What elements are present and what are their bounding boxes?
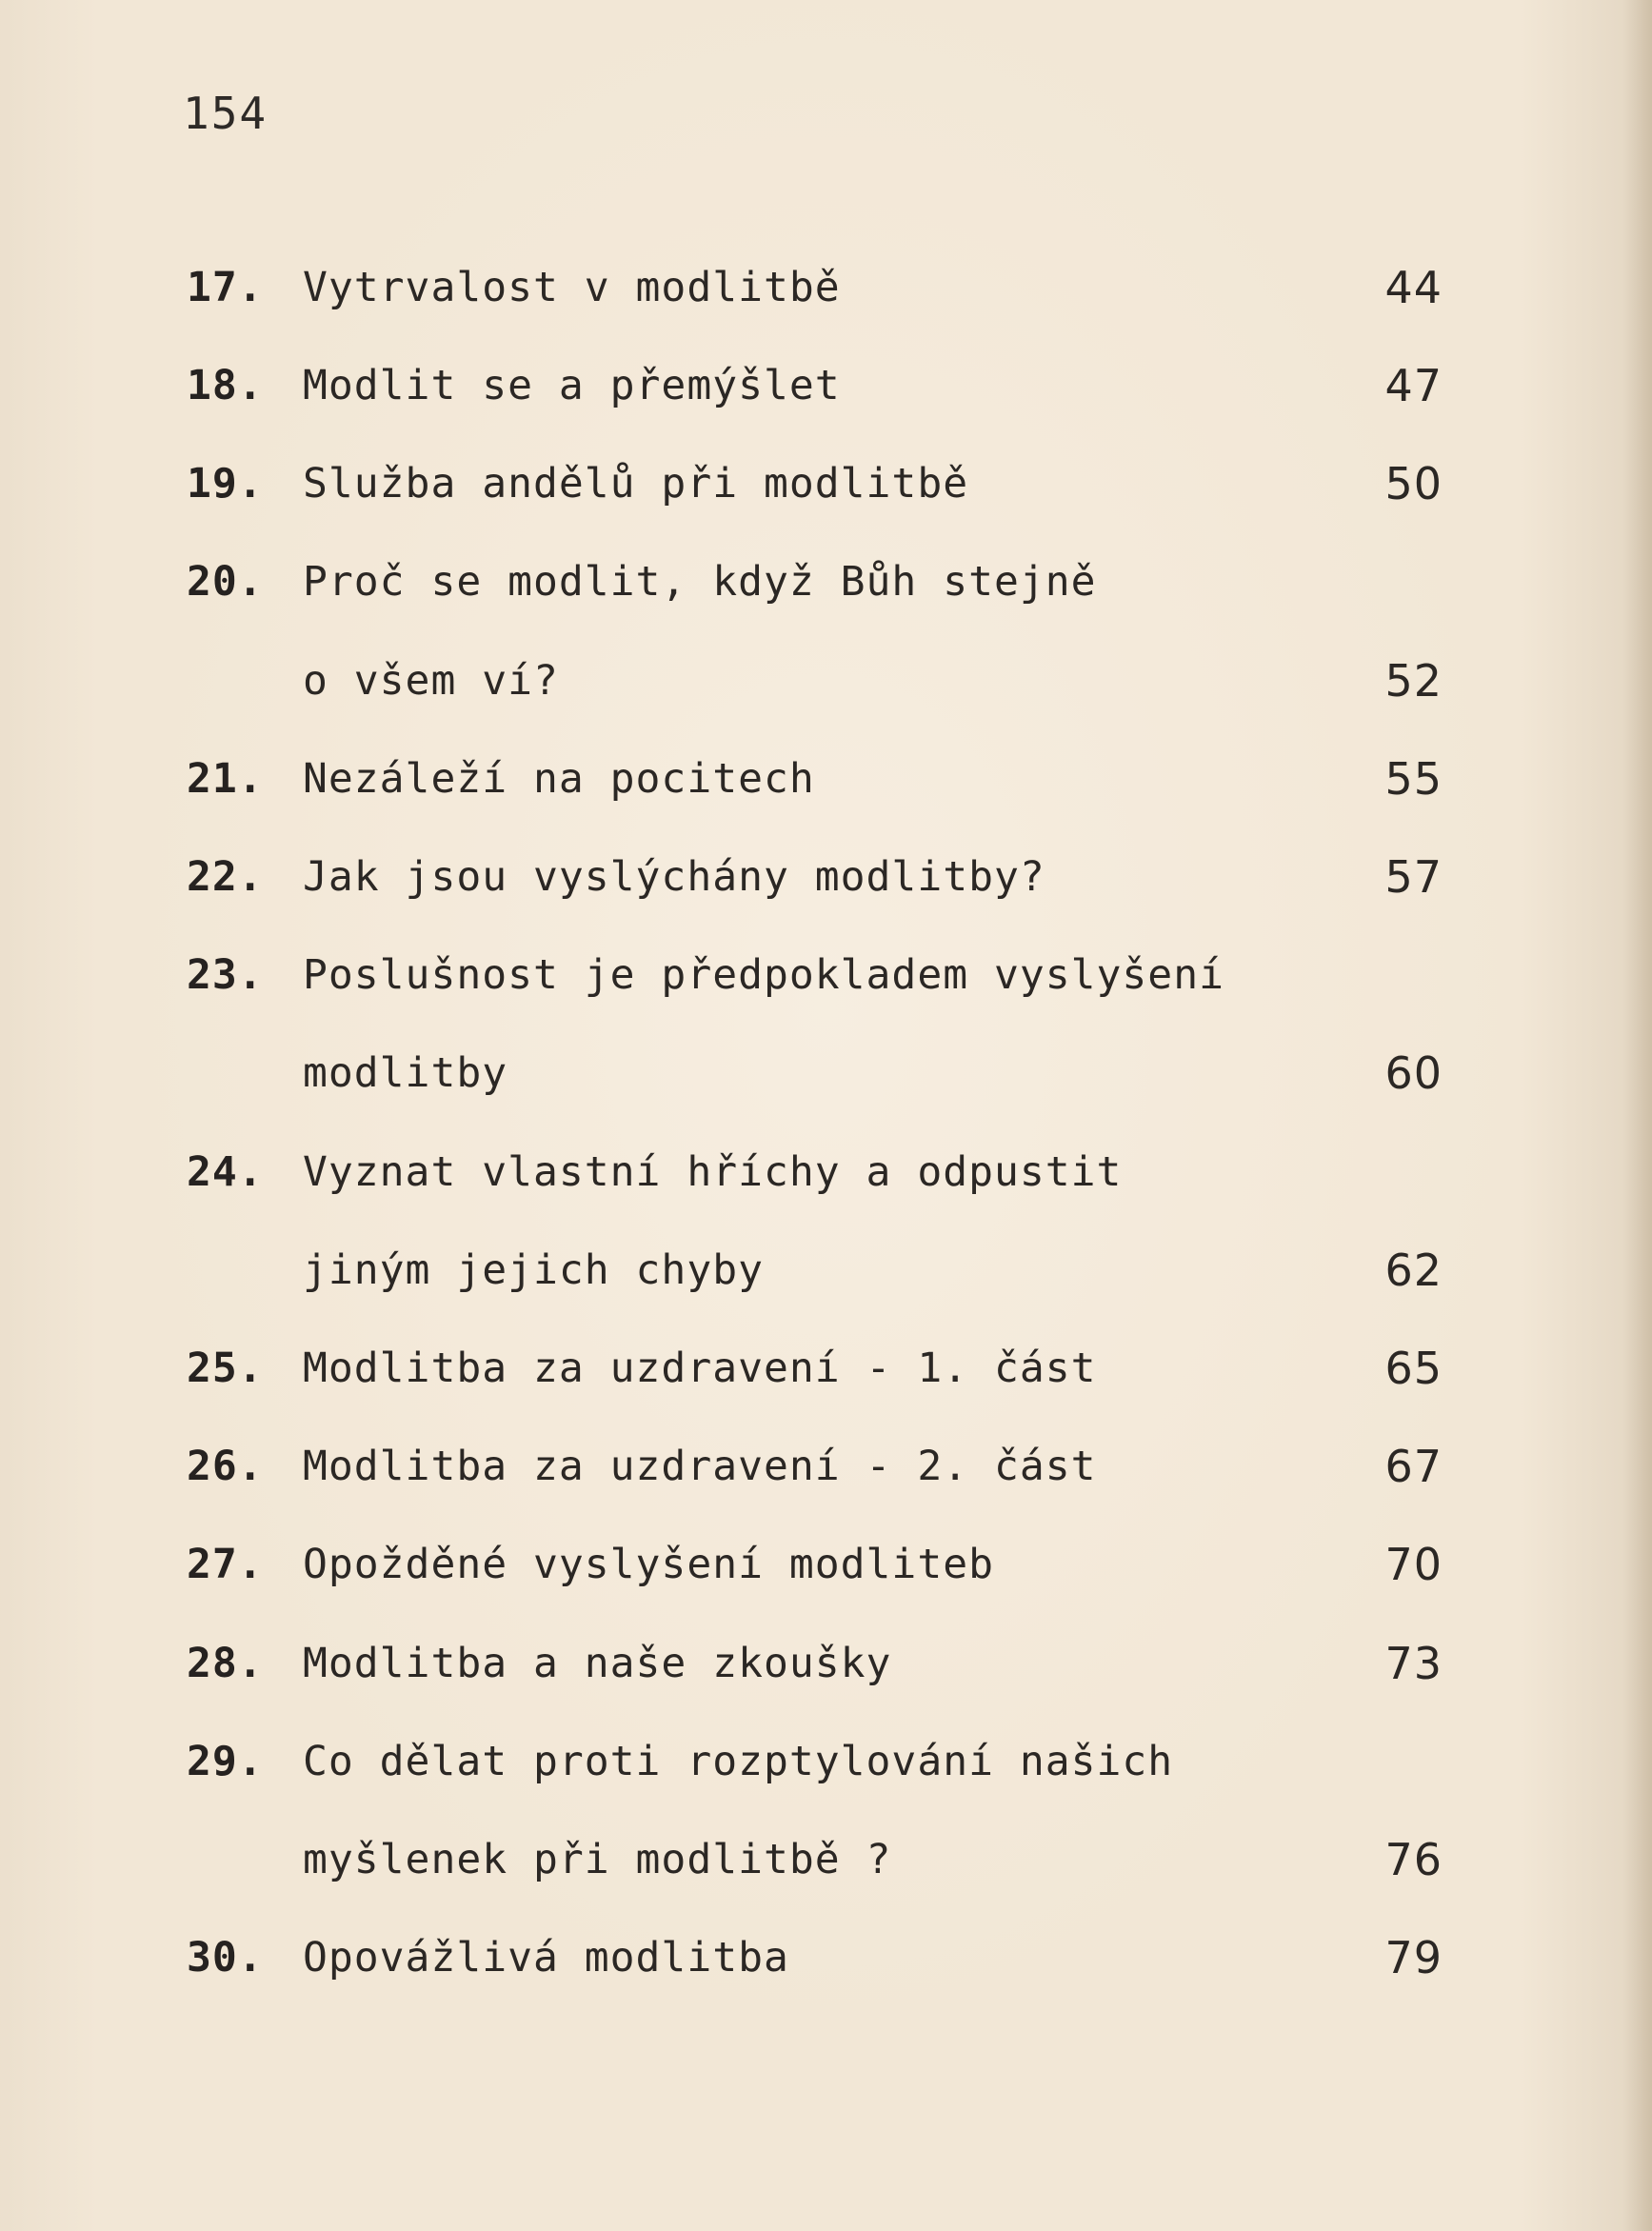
toc-entry [0,1733,1652,1790]
toc-entry [0,848,1652,906]
toc-entry-title: Modlitba za uzdravení - 2. část [303,1443,1097,1490]
toc-entry-title: modlitby [303,1049,508,1097]
toc-entry-number: 19. [187,460,264,508]
toc-entry [0,455,1652,512]
toc-entry [0,1438,1652,1495]
toc-entry-title: Služba andělů při modlitbě [303,460,969,508]
toc-entry-number: 18. [187,362,264,409]
toc-entry [0,1929,1652,1986]
toc-entry-title: Poslušnost je předpokladem vyslyšení [303,951,1224,999]
toc-entry-number: 26. [187,1443,264,1490]
toc-entry-title: Co dělat proti rozptylování našich [303,1738,1174,1785]
page-number: 154 [183,88,269,139]
toc-entry [0,1340,1652,1397]
toc-entry-number: 20. [187,558,264,606]
toc-entry-title: Opovážlivá modlitba [303,1934,789,1982]
toc-entry-title: Nezáleží na pocitech [303,755,815,803]
toc-entry-number: 22. [187,853,264,901]
toc-entry-number: 28. [187,1640,264,1687]
toc-entry-continuation [0,1045,1652,1102]
toc-entry-page: 67 [1384,1441,1443,1492]
toc-entry [0,1635,1652,1692]
toc-entry-title: jiným jejich chyby [303,1246,764,1294]
toc-entry [0,259,1652,316]
toc-entry-page: 65 [1384,1343,1443,1394]
toc-entry-continuation [0,1242,1652,1299]
toc-entry-number: 29. [187,1738,264,1785]
toc-entry-continuation [0,652,1652,709]
toc-entry [0,1144,1652,1201]
toc-entry-number: 17. [187,264,264,311]
toc-entry-page: 76 [1384,1834,1443,1885]
toc-entry-title: Modlitba za uzdravení - 1. část [303,1345,1097,1392]
toc-entry-page: 52 [1384,655,1443,707]
toc-entry [0,357,1652,414]
toc-entry-number: 24. [187,1148,264,1196]
toc-entry-number: 21. [187,755,264,803]
toc-entry [0,946,1652,1004]
toc-entry-title: Vytrvalost v modlitbě [303,264,841,311]
toc-entry-page: 79 [1384,1932,1443,1983]
toc-entry-page: 47 [1384,360,1443,411]
toc-entry-title: Opožděné vyslyšení modliteb [303,1541,994,1588]
toc-entry-continuation [0,1831,1652,1888]
toc-entry [0,553,1652,610]
toc-entry-title: Modlitba a naše zkoušky [303,1640,892,1687]
toc-entry-number: 27. [187,1541,264,1588]
toc-entry-number: 23. [187,951,264,999]
toc-entry-page: 60 [1384,1047,1443,1099]
toc-entry-page: 50 [1384,458,1443,509]
toc-entry-page: 70 [1384,1539,1443,1590]
toc-entry-page: 44 [1384,262,1443,313]
toc-entry-title: Modlit se a přemýšlet [303,362,841,409]
toc-entry-page: 73 [1384,1638,1443,1689]
toc-entry-number: 30. [187,1934,264,1982]
toc-entry-page: 55 [1384,753,1443,805]
toc-entry-number: 25. [187,1345,264,1392]
toc-entry-title: myšlenek při modlitbě ? [303,1836,892,1883]
toc-entry-title: o všem ví? [303,657,559,705]
toc-entry-page: 57 [1384,851,1443,903]
toc-entry-title: Vyznat vlastní hříchy a odpustit [303,1148,1123,1196]
toc-entry-page: 62 [1384,1245,1443,1296]
toc-entry-title: Proč se modlit, když Bůh stejně [303,558,1097,606]
toc-entry [0,1536,1652,1593]
toc-entry [0,750,1652,807]
toc-entry-title: Jak jsou vyslýchány modlitby? [303,853,1045,901]
